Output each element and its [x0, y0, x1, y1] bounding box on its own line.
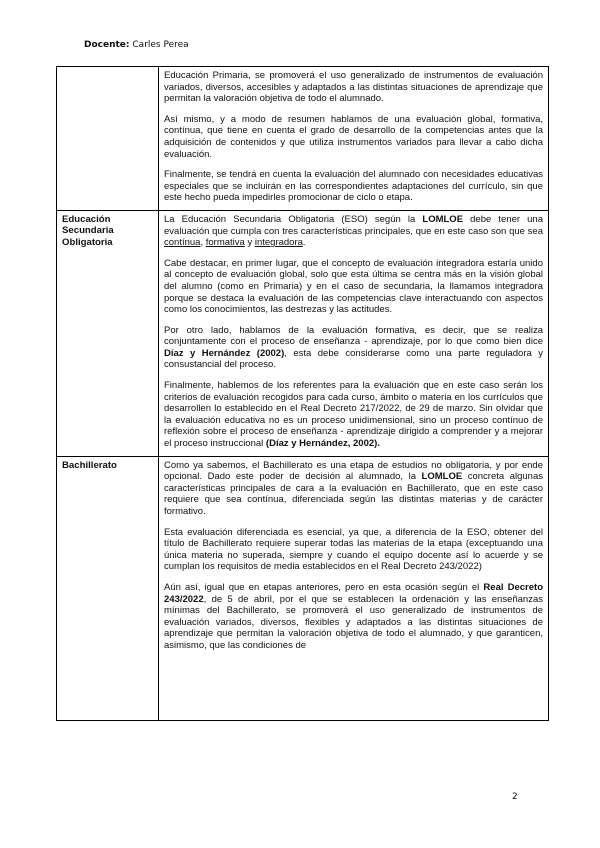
- underlined-term: formativa: [205, 237, 245, 249]
- table-row-primaria: [57, 67, 549, 211]
- table-row-bachillerato: [57, 456, 549, 720]
- text-run: , esta debe considerarse como una parte reguladora y consustancial del proceso.: [164, 347, 544, 371]
- header-label: Docente:: [84, 40, 130, 50]
- text-run: debe tener una evaluación que cumpla con tres características principales, que en este caso son que sea: [164, 213, 544, 237]
- paragraph: [164, 380, 543, 450]
- citation: Díaz y Hernández (2002): [164, 347, 285, 359]
- underlined-term: contínua: [164, 237, 201, 249]
- text-run: Como ya sabemos, el Bachillerato es una etapa de estudios no obligatoria, y por ende opcional. Dado este poder de decisión al alumnado, la: [164, 459, 543, 483]
- paragraph: [164, 582, 543, 652]
- paragraph: Esta evaluación diferenciada es esencial, ya que, a diferencia de la ESO, obtener del título de Bachillerato requiere superar todas las materias de la etapa (exceptuando una única materia no superada, siempre y cuando el equipo docente así lo acuerde y se cumplan los requisitos de media establecidos en el Real Decreto 243/2022): [164, 526, 543, 573]
- underlined-term: integradora: [254, 237, 303, 249]
- paragraph: Finalmente, se tendrá en cuenta la evaluación del alumnado con necesidades educativas especiales que se incluirán en las correspondientes adaptaciones del currículo, sin que este hecho pueda impedirles promocionar de ciclo o etapa.: [164, 169, 543, 204]
- paragraph: Cabe destacar, en primer lugar, que el concepto de evaluación integradora estaría unido al concepto de evaluación global, solo que esta última se centra más en la visión global del alumno (como en Primaria) y en el caso de secundaria, la llamamos integradora porque se destaca la evaluación de las competencias clave interactuando con aspectos como los conocimientos, las destrezas y las actitudes.: [164, 257, 543, 316]
- page-number: 2: [512, 792, 518, 802]
- text-run: Aún así, igual que en etapas anteriores, pero en esta ocasión según el: [164, 581, 484, 593]
- row-content-eso: [159, 210, 549, 456]
- teacher-name: Carles Perea: [132, 40, 189, 50]
- law-name: Real Decreto 243/2022: [164, 581, 543, 605]
- row-label-eso: Educación Secundaria Obligatoria: [57, 210, 159, 456]
- text-run: concreta algunas características principales de cara a la evaluación en Bachillerato, que en este caso requiere que sea contínua, diferenciada según las distintas materias y de carácter formativo.: [164, 471, 543, 517]
- paragraph: Así mismo, y a modo de resumen hablamos de una evaluación global, formativa, contínua, que tiene en cuenta el grado de desarrollo de la competencias antes que la adquisición de contenidos y que utiliza instrumentos variados para llevar a cabo dicha evaluación.: [164, 113, 543, 160]
- row-label-empty: [57, 67, 159, 211]
- text-run: Finalmente, hablemos de los referentes para la evaluación que en este caso serán los criterios de evaluación recogidos para cada curso, ámbito o materia en los currículos que desarrollen lo establecido en el Real Decreto 217/2022, de 29 de marzo. Sin olvidar que la evaluación educativa no es un proceso unidimensional, sino un proceso contínuo de reflexión sobre el proceso de enseñanza - aprendizaje dirigido a comprender y a mejorar el proceso instruccional: [164, 380, 543, 450]
- law-name: LOMLOE: [422, 213, 464, 225]
- text-run: y: [244, 237, 255, 249]
- text-run: , de 5 de abril, por el que se establecen la ordenación y las enseñanzas mínimas del Bachillerato, se promoverá el uso generalizado de instrumentos de evaluación variados, diversos, flexibles y adaptados a las distintas situaciones de aprendizaje que permitan la valoración objetiva de todo el alumnado, y que garanticen, asimismo, que las condiciones de: [164, 593, 543, 651]
- evaluation-table: [56, 66, 549, 721]
- paragraph: [164, 214, 543, 249]
- citation: (Díaz y Hernández, 2002).: [265, 438, 380, 450]
- row-label-bachillerato: Bachillerato: [57, 456, 159, 720]
- text-run: ,: [200, 237, 206, 249]
- text-run: Por otro lado, hablamos de la evaluación formativa, es decir, que se realiza conjuntamente con el proceso de enseñanza - aprendizaje, por lo que como bien dice: [164, 324, 543, 348]
- law-name: LOMLOE: [421, 471, 463, 483]
- row-content-bachillerato: [159, 456, 549, 720]
- paragraph: Educación Primaria, se promoverá el uso generalizado de instrumentos de evaluación variados, diversos, accesibles y adaptados a las distintas situaciones de aprendizaje que permitan la valoración objetiva de todo el alumnado.: [164, 70, 543, 105]
- paragraph: [164, 460, 543, 518]
- content-clip: [164, 460, 543, 716]
- row-content-primaria: [159, 67, 549, 211]
- text-run: .: [302, 237, 306, 249]
- paragraph: [164, 325, 543, 371]
- text-run: La Educación Secundaria Obligatoria (ESO) según la: [164, 213, 423, 225]
- page-header: [84, 40, 189, 50]
- table-row-eso: [57, 210, 549, 456]
